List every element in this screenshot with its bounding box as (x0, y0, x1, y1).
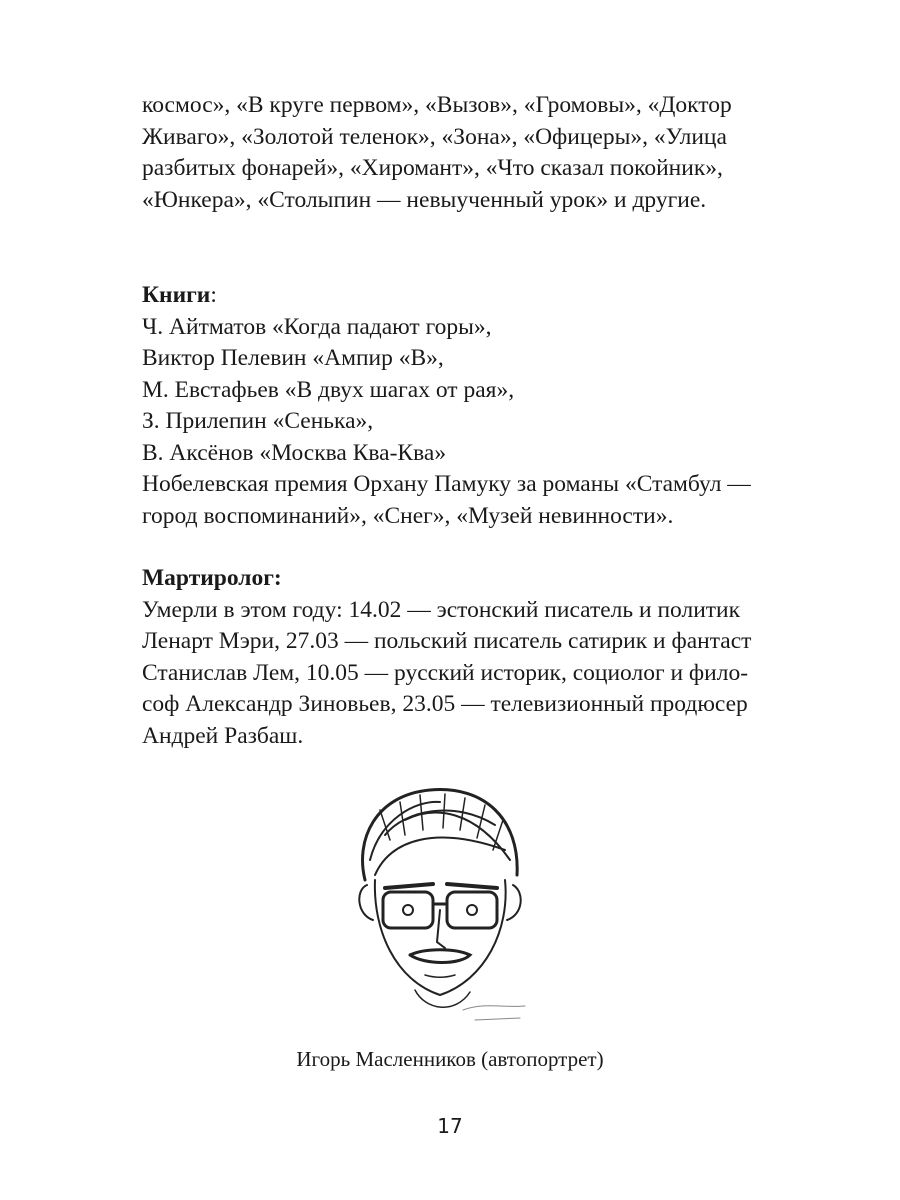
self-portrait-drawing (345, 780, 535, 1030)
text-line: космос», «В круге первом», «Вызов», «Громовы», «Доктор (142, 92, 732, 118)
text-line: «Юнкера», «Столыпин — невыученный урок» и другие. (142, 186, 707, 213)
text-line: Станислав Лем, 10.05 — русский историк, социолог и фило- (142, 659, 749, 686)
figure-caption: Игорь Масленников (автопортрет) (296, 1047, 604, 1071)
martyrology-section (142, 563, 752, 752)
books-heading-line (142, 280, 742, 312)
book-item: М. Евстафьев «В двух шагах от рая», (142, 376, 515, 403)
book-item: Ч. Айтматов «Когда падают горы», (142, 313, 492, 340)
text-line: Живаго», «Золотой теленок», «Зона», «Офицеры», «Улица (142, 123, 727, 150)
intro-paragraph (142, 90, 742, 216)
text-line: Умерли в этом году: 14.02 — эстонский писатель и политик (142, 596, 741, 623)
books-heading-colon: : (210, 282, 217, 308)
text-line: Андрей Разбаш. (142, 722, 304, 749)
book-item: Виктор Пелевин «Ампир «В», (142, 345, 444, 371)
book-item: З. Прилепин «Сенька», (142, 408, 374, 434)
page-number: 17 (437, 1114, 463, 1138)
books-heading: Книги (142, 282, 211, 308)
text-line: Ленарт Мэри, 27.03 — польский писатель сатирик и фантаст (142, 628, 752, 654)
book-item: В. Аксёнов «Москва Ква-Ква» (142, 439, 447, 466)
book-item: город воспоминаний», «Снег», «Музей невинности». (142, 502, 674, 529)
martyrology-heading: Мартиролог: (142, 565, 282, 591)
book-item: Нобелевская премия Орхану Памуку за романы «Стамбул — (142, 471, 751, 497)
text-line: соф Александр Зиновьев, 23.05 — телевизионный продюсер (142, 691, 748, 717)
text-line: разбитых фонарей», «Хиромант», «Что сказал покойник», (142, 155, 723, 181)
books-section (142, 280, 751, 532)
